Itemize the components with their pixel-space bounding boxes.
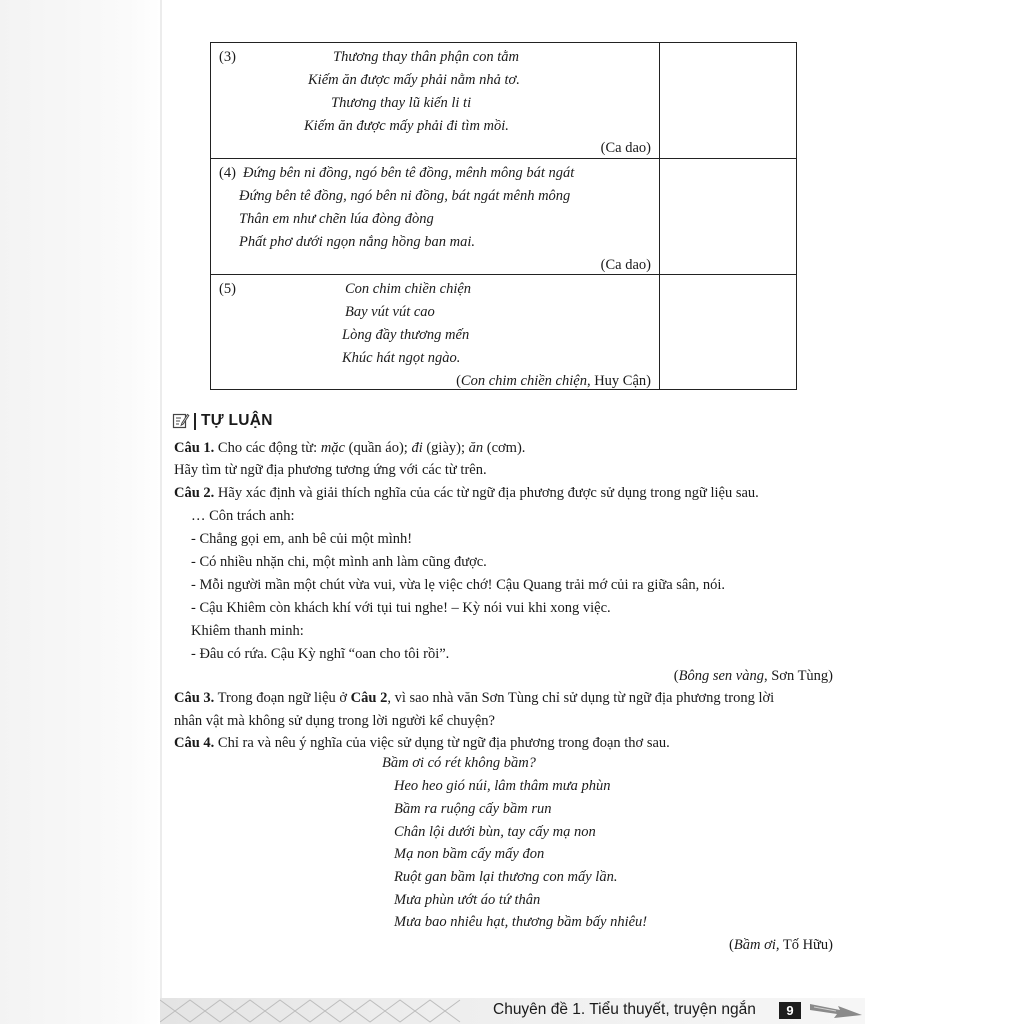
question-3 bbox=[174, 687, 774, 709]
poem-line: Đứng bên ni đồng, ngó bên tê đồng, mênh mông bát ngát bbox=[243, 165, 575, 181]
poem-line: Ruột gan bầm lại thương con mấy lần. bbox=[394, 869, 618, 885]
poem-source: (Ca dao) bbox=[600, 140, 651, 156]
question-text: Chỉ ra và nêu ý nghĩa của việc sử dụng từ ngữ địa phương trong đoạn thơ sau. bbox=[214, 735, 670, 751]
poem-line: Bay vút vút cao bbox=[345, 304, 435, 320]
question-text: Cho các động từ: bbox=[214, 440, 321, 456]
excerpt-line: … Côn trách anh: bbox=[191, 508, 295, 524]
poem-cell bbox=[211, 43, 659, 158]
poem-source: (Ca dao) bbox=[600, 257, 651, 273]
question-4 bbox=[174, 732, 670, 754]
question-1-line-2: Hãy tìm từ ngữ địa phương tương ứng với các từ trên. bbox=[174, 462, 487, 478]
table-row bbox=[211, 158, 796, 274]
row-number: (5) bbox=[219, 281, 236, 297]
question-ref: Câu 2 bbox=[350, 690, 388, 706]
keyword: đi bbox=[411, 440, 423, 456]
excerpt-line: - Mỗi người mần một chút vừa vui, vừa lẹ việc chớ! Cậu Quang trải mớ củi ra giữa sân, nói. bbox=[191, 577, 726, 593]
poem-table bbox=[210, 42, 797, 390]
poem-cell bbox=[211, 159, 659, 274]
question-label: Câu 1. bbox=[174, 440, 215, 456]
column-divider bbox=[659, 43, 660, 158]
source-author: , Sơn Tùng) bbox=[763, 668, 833, 684]
heading-bar bbox=[194, 413, 196, 430]
row-number: (3) bbox=[219, 49, 236, 65]
excerpt-line: - Đâu có rứa. Cậu Kỳ nghĩ “oan cho tôi rồi”. bbox=[191, 646, 450, 662]
poem-line: Mưa phùn ướt áo tứ thân bbox=[394, 892, 541, 908]
poem-line: Lòng đầy thương mến bbox=[342, 327, 470, 343]
source-paren: ( bbox=[673, 668, 679, 684]
poem-line: Thương thay lũ kiến li ti bbox=[331, 95, 472, 111]
keyword: mặc bbox=[320, 440, 345, 456]
source-paren: ( bbox=[456, 373, 461, 389]
poem-line: Thân em như chẽn lúa đòng đòng bbox=[239, 211, 434, 227]
poem-line: Phất phơ dưới ngọn nắng hồng ban mai. bbox=[239, 234, 476, 250]
question-label: Câu 3. bbox=[174, 690, 215, 706]
pencil-icon bbox=[172, 412, 190, 430]
question-text: Trong đoạn ngữ liệu ở bbox=[214, 690, 351, 706]
column-divider bbox=[659, 275, 660, 389]
poem-line: Mưa bao nhiêu hạt, thương bầm bấy nhiêu! bbox=[394, 914, 648, 930]
question-2 bbox=[174, 482, 759, 504]
poem-line: Heo heo gió núi, lâm thâm mưa phùn bbox=[394, 778, 611, 794]
question-label: Câu 4. bbox=[174, 735, 215, 751]
source-title: Bông sen vàng bbox=[678, 668, 764, 684]
excerpt-line: - Chẳng gọi em, anh bê củi một mình! bbox=[191, 531, 413, 547]
source-title: Con chim chiền chiện bbox=[460, 373, 587, 389]
column-divider bbox=[659, 159, 660, 274]
poem-line: Kiếm ăn được mấy phải đi tìm mồi. bbox=[304, 118, 509, 134]
table-row bbox=[211, 43, 796, 158]
poem-source bbox=[729, 934, 833, 956]
excerpt-line: Khiêm thanh minh: bbox=[191, 623, 304, 639]
page-edge bbox=[160, 0, 162, 1024]
page-number: 9 bbox=[779, 1002, 801, 1019]
chapter-title: Chuyên đề 1. Tiểu thuyết, truyện ngắn bbox=[493, 1001, 756, 1018]
excerpt-line: - Cậu Khiêm còn khách khí với tụi tui nghe! – Kỳ nói vui khi xong việc. bbox=[191, 600, 611, 616]
source-author: Tố Hữu) bbox=[779, 937, 833, 953]
poem-line: Đứng bên tê đồng, ngó bên ni đồng, bát ngát mênh mông bbox=[239, 188, 571, 204]
keyword: ăn bbox=[468, 440, 484, 456]
table-row bbox=[211, 274, 796, 389]
poem-line: Mạ non bầm cấy mấy đon bbox=[394, 846, 545, 862]
poem-source bbox=[456, 370, 651, 393]
footer-arrow-icon bbox=[806, 998, 866, 1024]
excerpt-line: - Có nhiều nhặn chi, một mình anh làm cũng được. bbox=[191, 554, 487, 570]
poem-line: Bầm ra ruộng cấy bầm run bbox=[394, 801, 552, 817]
row-number: (4) bbox=[219, 165, 236, 181]
poem-line: Chân lội dưới bùn, tay cấy mạ non bbox=[394, 824, 596, 840]
source-author: , Huy Cận) bbox=[586, 373, 651, 389]
section-heading bbox=[172, 410, 273, 432]
question-3-line-2: nhân vật mà không sử dụng trong lời người kể chuyện? bbox=[174, 713, 495, 729]
question-text: (quần áo); bbox=[345, 440, 412, 456]
question-text: (cơm). bbox=[483, 440, 526, 456]
section-title: TỰ LUẬN bbox=[201, 412, 273, 429]
source-title: Bầm ơi, bbox=[733, 937, 780, 953]
poem-line: Bầm ơi có rét không bầm? bbox=[382, 755, 536, 771]
source-paren: ( bbox=[729, 937, 734, 953]
question-text: (giày); bbox=[422, 440, 469, 456]
poem-cell bbox=[211, 275, 659, 389]
poem-line: Thương thay thân phận con tằm bbox=[333, 49, 520, 65]
question-label: Câu 2. bbox=[174, 485, 215, 501]
question-1 bbox=[174, 437, 525, 459]
poem-line: Con chim chiền chiện bbox=[345, 281, 472, 297]
question-text: Hãy xác định và giải thích nghĩa của các từ ngữ địa phương được sử dụng trong ngữ liệu sau. bbox=[214, 485, 759, 501]
poem-line: Kiếm ăn được mấy phải nằm nhả tơ. bbox=[308, 72, 520, 88]
poem-line: Khúc hát ngọt ngào. bbox=[342, 350, 461, 366]
excerpt-source bbox=[674, 665, 833, 687]
page-margin-shadow bbox=[0, 0, 160, 1024]
question-text: , vì sao nhà văn Sơn Tùng chỉ sử dụng từ ngữ địa phương trong lời bbox=[387, 690, 775, 706]
